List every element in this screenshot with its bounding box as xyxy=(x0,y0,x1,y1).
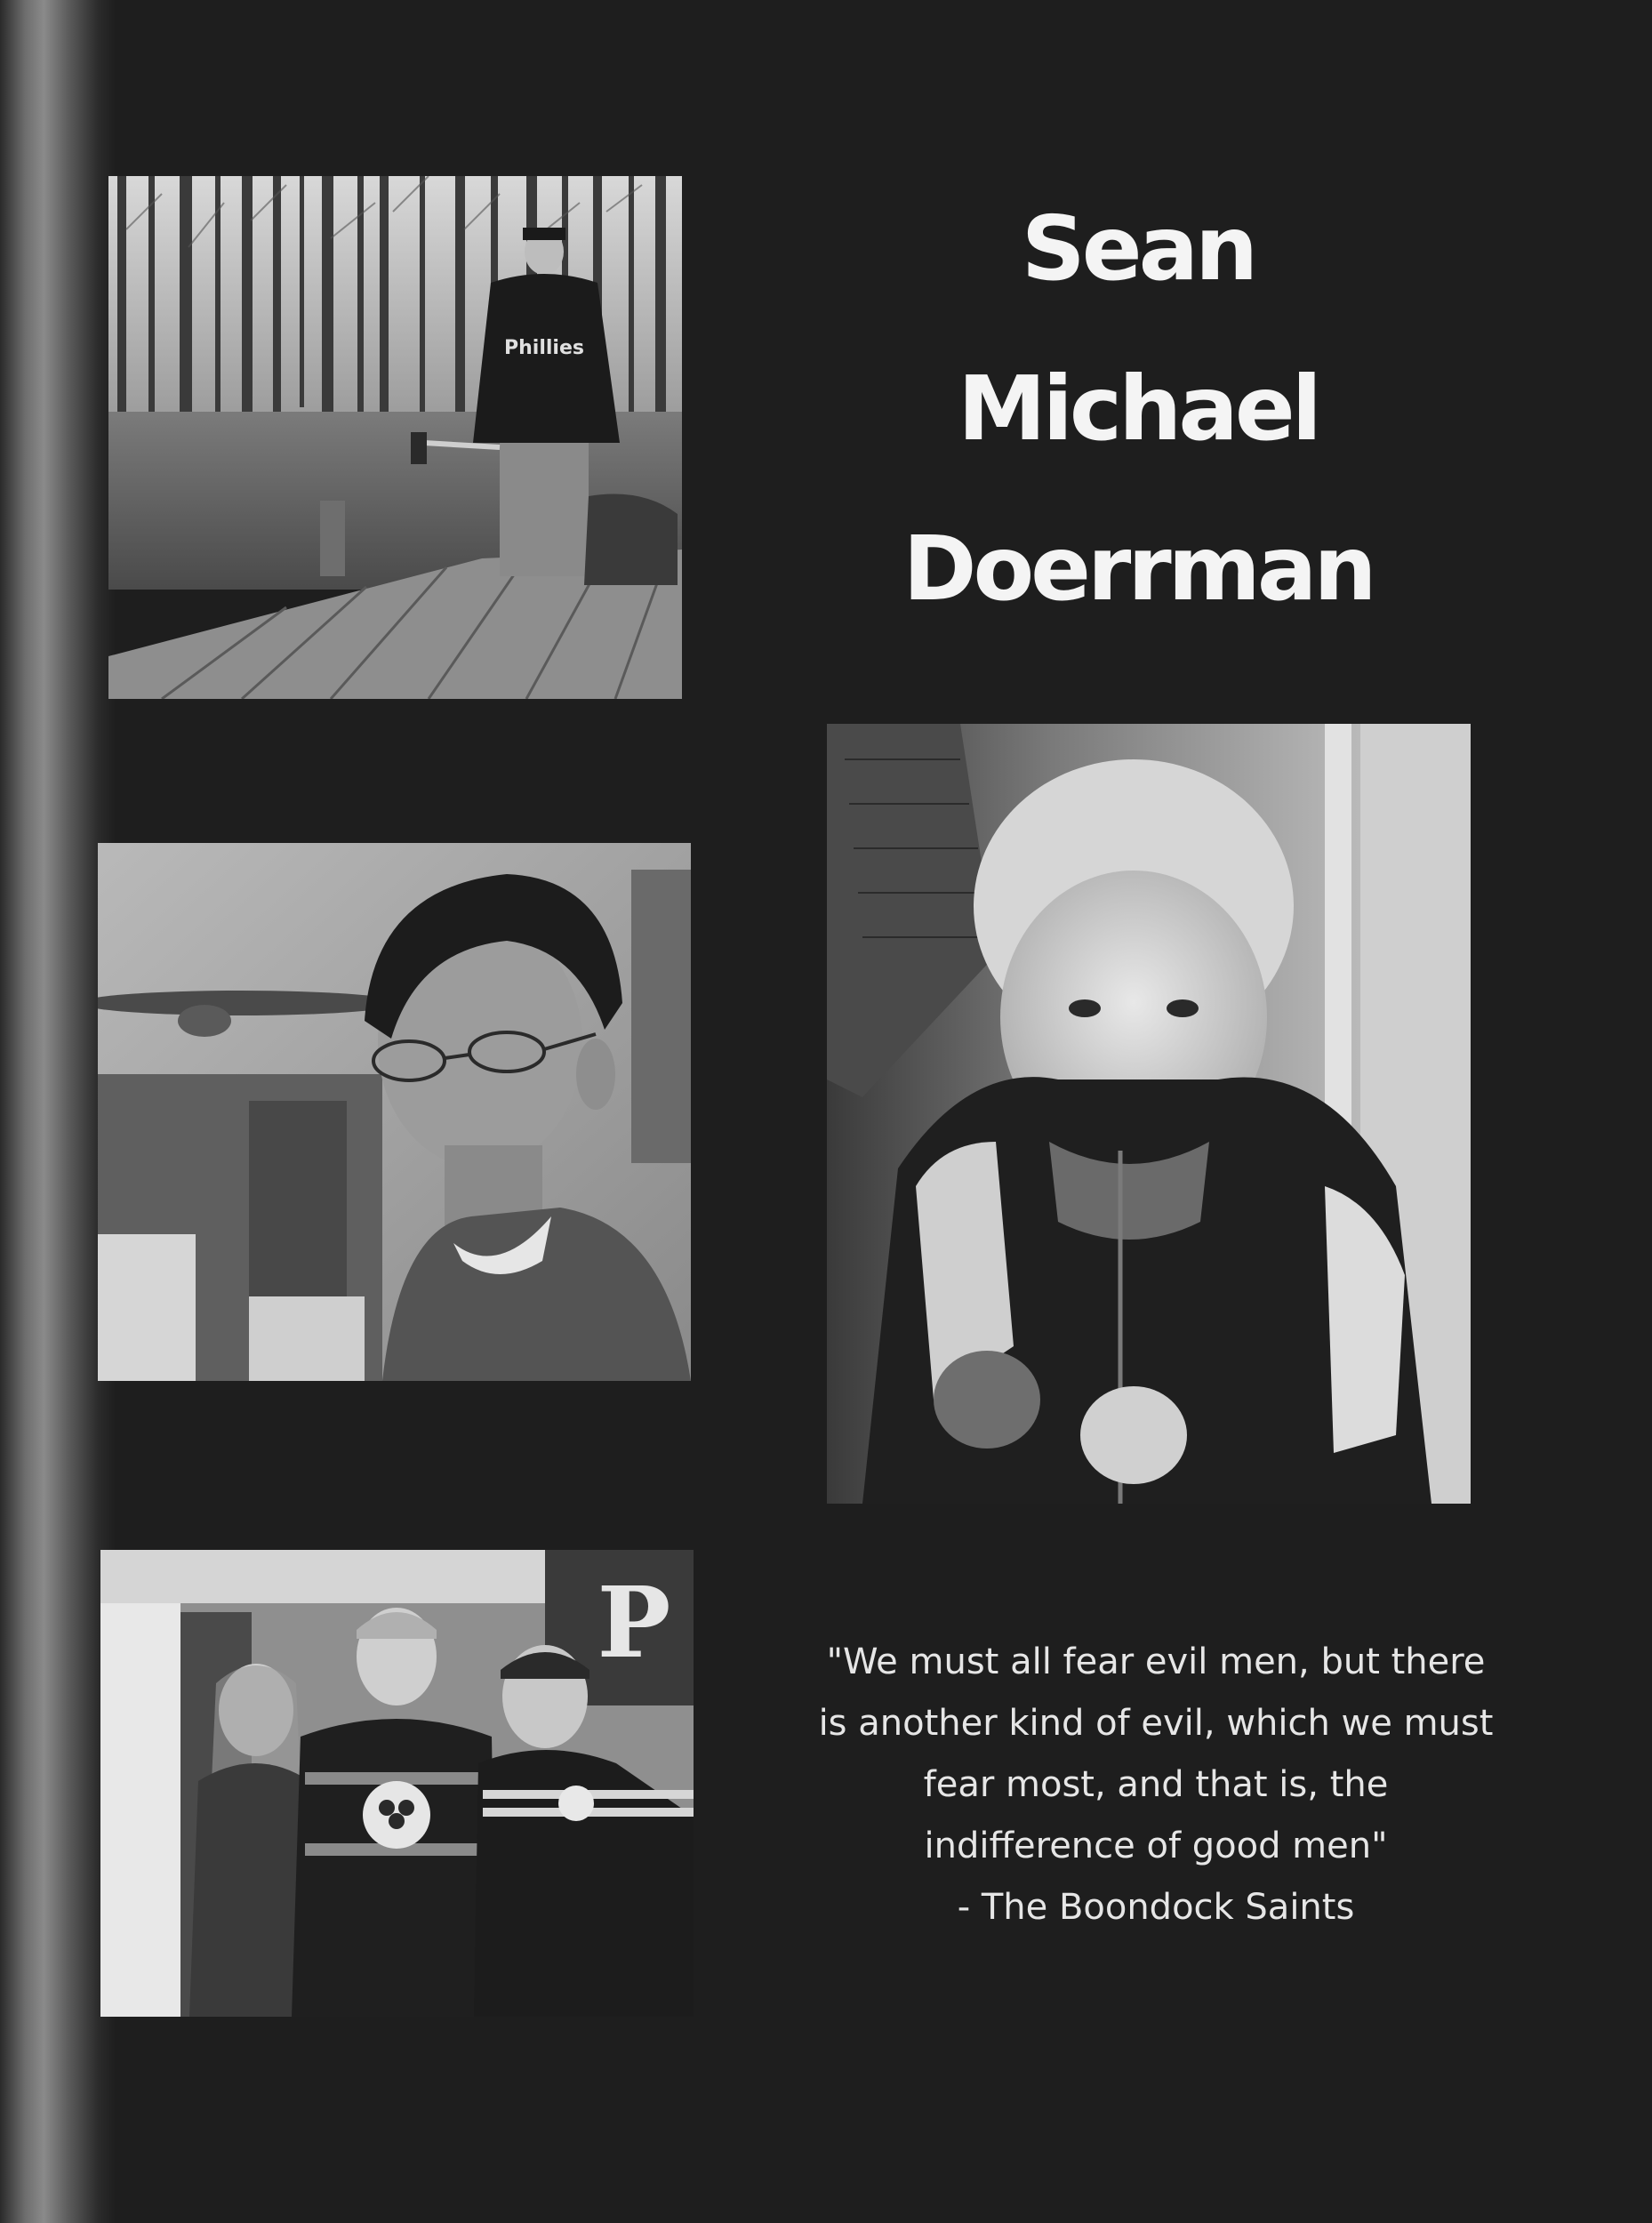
name-first: Sean xyxy=(1021,197,1255,301)
name-last: Doerrman xyxy=(902,517,1374,621)
quote-attribution: - The Boondock Saints xyxy=(957,1887,1355,1928)
sweatshirt-text: Phillies xyxy=(504,337,584,359)
name-middle: Michael xyxy=(958,357,1319,461)
photo-woods-with-axe xyxy=(108,176,682,699)
photo-toddler-in-jacket xyxy=(827,724,1471,1504)
student-name xyxy=(854,169,1423,649)
banner-letter: P xyxy=(597,1565,671,1680)
photo-teen-with-glasses xyxy=(98,843,691,1381)
quote-line-3: fear most, and that is, the xyxy=(923,1764,1389,1805)
quote-line-1: "We must all fear evil men, but there xyxy=(826,1641,1486,1682)
quote-line-2: is another kind of evil, which we must xyxy=(818,1703,1494,1744)
quote-line-4: indifference of good men" xyxy=(924,1826,1388,1866)
photo-group-of-three xyxy=(100,1550,694,2017)
quote xyxy=(765,1632,1547,1938)
